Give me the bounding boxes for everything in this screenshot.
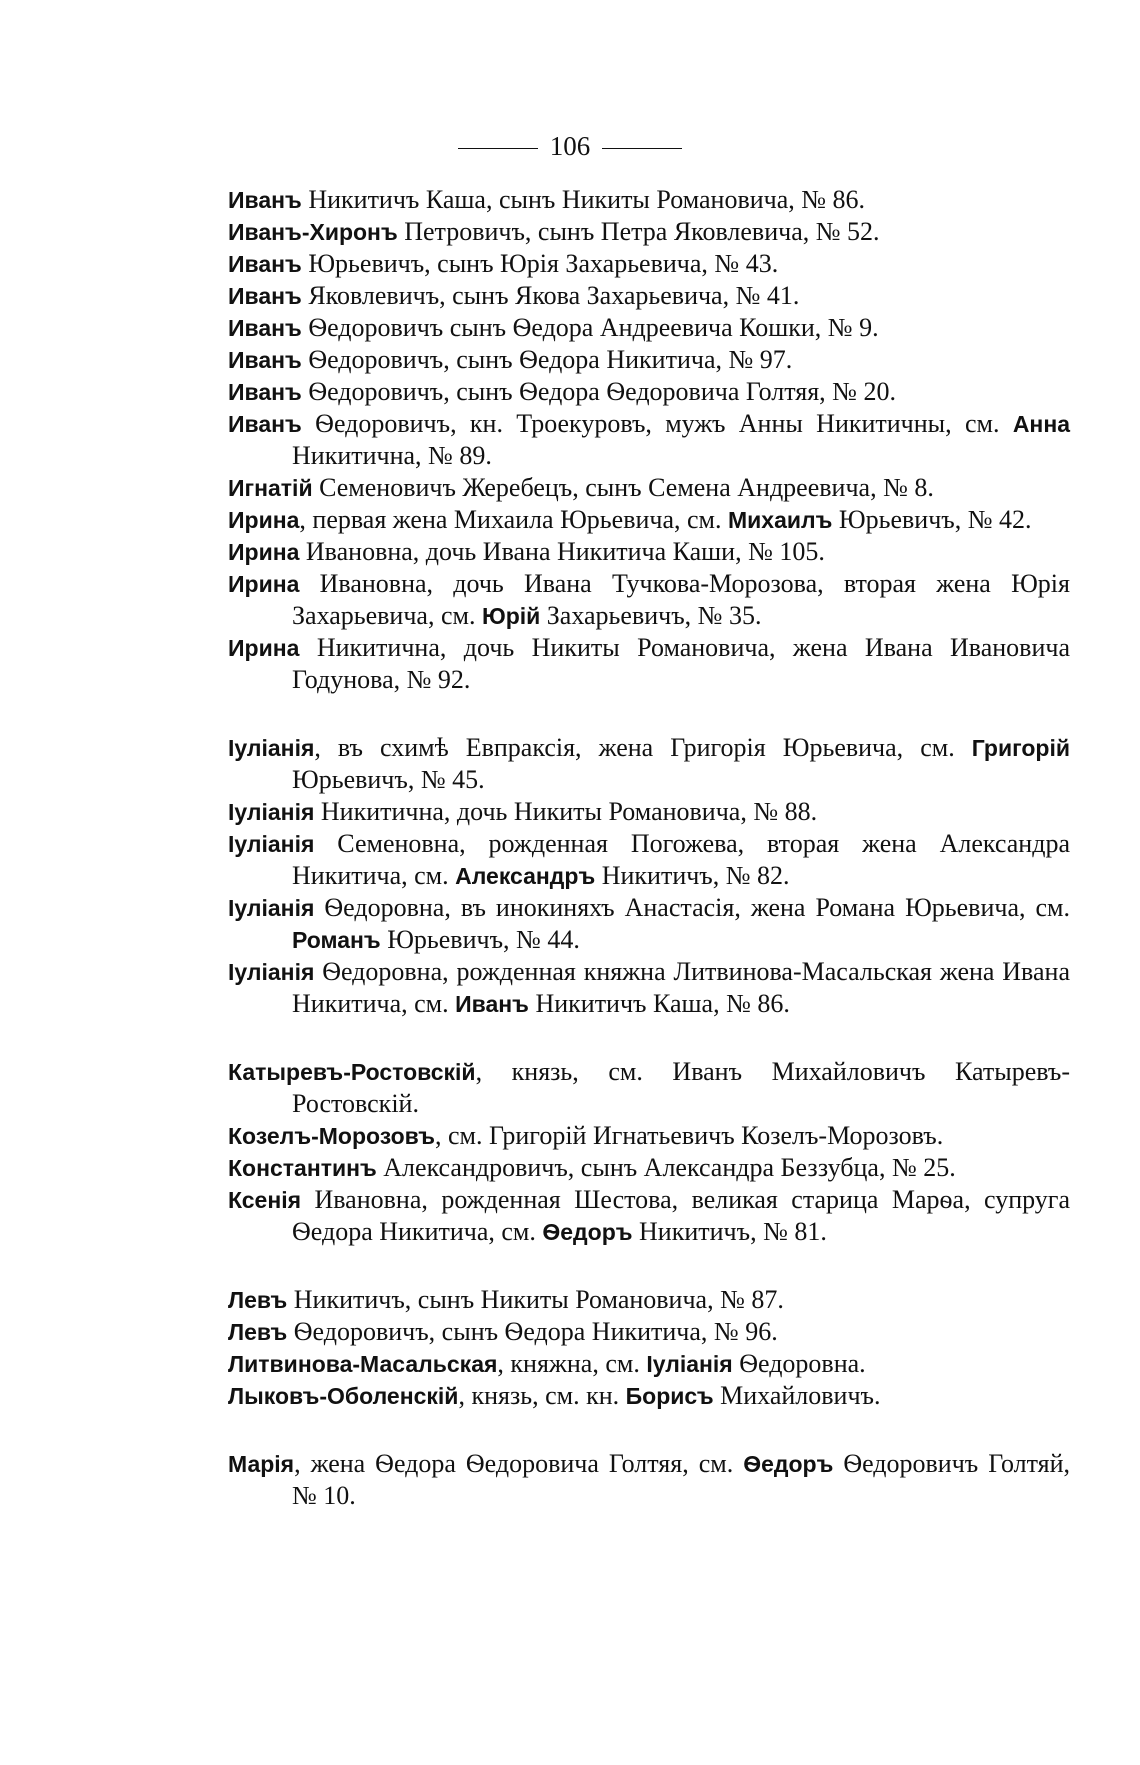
index-entry xyxy=(228,892,1070,956)
index-entry xyxy=(228,408,1070,472)
entry-headword: Ирина xyxy=(228,539,300,565)
index-entry xyxy=(228,568,1070,632)
entry-text-tail: Никитичъ, № 82. xyxy=(595,861,790,890)
entry-headword: Левъ xyxy=(228,1319,288,1345)
index-section xyxy=(228,1284,1070,1412)
index-section xyxy=(228,1448,1070,1512)
entry-cross-reference: Романъ xyxy=(292,927,381,953)
index-entry xyxy=(228,1448,1070,1512)
entry-text: , князь, см. Иванъ Михайловичъ Катыревъ-Ростовскій. xyxy=(292,1057,1070,1118)
entry-headword: Іуліанія xyxy=(228,831,315,857)
entry-headword: Ксенія xyxy=(228,1187,302,1213)
entry-text: Никитична, дочь Никиты Романовича, № 88. xyxy=(314,797,818,826)
entry-text: , см. Григорій Игнатьевичъ Козелъ-Морозовъ. xyxy=(435,1121,944,1150)
entry-headword: Иванъ xyxy=(228,347,302,373)
index-entry xyxy=(228,344,1070,376)
entry-cross-reference: Анна xyxy=(1012,411,1070,437)
entry-text: Ѳедоровичъ, сынъ Ѳедора Никитича, № 96. xyxy=(287,1317,778,1346)
entry-cross-reference: Александръ xyxy=(455,863,596,889)
entry-headword: Иванъ xyxy=(228,379,302,405)
index-entry xyxy=(228,796,1070,828)
entry-text-tail: Никитичъ, № 81. xyxy=(632,1217,827,1246)
index-section xyxy=(228,184,1070,696)
entry-text-tail: Захарьевичъ, № 35. xyxy=(540,601,762,630)
entry-text-tail: Ѳедоровна. xyxy=(732,1349,866,1378)
index-entry xyxy=(228,1056,1070,1120)
entry-headword: Козелъ-Морозовъ xyxy=(228,1123,435,1149)
entry-text: Александровичъ, сынъ Александра Беззубца, № 25. xyxy=(376,1153,956,1182)
entry-text: Ѳедоровичъ, сынъ Ѳедора Ѳедоровича Голтяя, № 20. xyxy=(301,377,896,406)
entry-text: Ивановна, рожденная Шестова, великая старица Марѳа, супруга Ѳедора Никитича, см. xyxy=(292,1185,1070,1246)
entry-headword: Игнатій xyxy=(228,475,313,501)
entry-text: Семеновичъ Жеребецъ, сынъ Семена Андреевича, № 8. xyxy=(312,473,934,502)
entry-text: Ѳедоровна, въ инокиняхъ Анастасія, жена Романа Юрьевича, см. xyxy=(314,893,1070,922)
index-entry xyxy=(228,632,1070,696)
entry-headword: Іуліанія xyxy=(228,895,315,921)
entry-text-tail: Юрьевичъ, № 44. xyxy=(380,925,580,954)
index-entry xyxy=(228,216,1070,248)
entry-cross-reference: Ѳедоръ xyxy=(542,1219,633,1245)
index-entry xyxy=(228,1316,1070,1348)
entry-headword: Иванъ-Хиронъ xyxy=(228,219,398,245)
entry-headword: Литвинова-Масальская xyxy=(228,1351,498,1377)
entry-text: , первая жена Михаила Юрьевича, см. xyxy=(299,505,728,534)
entry-headword: Иванъ xyxy=(228,411,302,437)
entry-headword: Иванъ xyxy=(228,315,302,341)
index-entry xyxy=(228,1152,1070,1184)
entry-cross-reference: Михаилъ xyxy=(728,507,833,533)
entry-text-tail: Никитичъ Каша, № 86. xyxy=(528,989,790,1018)
index-section xyxy=(228,732,1070,1020)
index-entry xyxy=(228,504,1070,536)
index-entry xyxy=(228,1284,1070,1316)
entry-text: , въ схимѣ Евпраксія, жена Григорія Юрьевича, см. xyxy=(314,733,972,762)
page-header xyxy=(0,131,1140,161)
entry-text-tail: Никитична, № 89. xyxy=(292,441,492,470)
entry-headword: Катыревъ-Ростовскій xyxy=(228,1059,476,1085)
index-entry xyxy=(228,956,1070,1020)
entry-text: Ѳедоровичъ, сынъ Ѳедора Никитича, № 97. xyxy=(301,345,793,374)
entry-text: Ивановна, дочь Ивана Тучкова-Морозова, вторая жена Юрія Захарьевича, см. xyxy=(292,569,1070,630)
entry-headword: Марія xyxy=(228,1451,295,1477)
entry-cross-reference: Юрій xyxy=(481,603,541,629)
index-section xyxy=(228,1056,1070,1248)
index-entry xyxy=(228,732,1070,796)
entry-headword: Константинъ xyxy=(228,1155,377,1181)
section-gap xyxy=(228,1020,1070,1056)
entry-text: Яковлевичъ, сынъ Якова Захарьевича, № 41. xyxy=(301,281,800,310)
entry-text: Юрьевичъ, сынъ Юрія Захарьевича, № 43. xyxy=(301,249,779,278)
entry-text: Никитична, дочь Никиты Романовича, жена Ивана Ивановича Годунова, № 92. xyxy=(292,633,1070,694)
entry-cross-reference: Григорій xyxy=(971,735,1070,761)
page-number: 106 xyxy=(549,131,591,161)
entry-text-tail: Ѳедоровичъ Голтяй, № 10. xyxy=(292,1449,1070,1510)
entry-headword: Ирина xyxy=(228,635,300,661)
name-index xyxy=(228,184,1070,1512)
header-rule-right xyxy=(602,148,682,149)
entry-text: Ѳедоровна, рожденная княжна Литвинова-Масальская жена Ивана Никитича, см. xyxy=(292,957,1070,1018)
entry-text-tail: Юрьевичъ, № 42. xyxy=(832,505,1032,534)
index-entry xyxy=(228,1184,1070,1248)
index-entry xyxy=(228,828,1070,892)
entry-cross-reference: Іуліанія xyxy=(646,1351,733,1377)
section-gap xyxy=(228,1412,1070,1448)
entry-text: , жена Ѳедора Ѳедоровича Голтяя, см. xyxy=(294,1449,744,1478)
entry-text: Никитичъ, сынъ Никиты Романовича, № 87. xyxy=(287,1285,784,1314)
section-gap xyxy=(228,1248,1070,1284)
entry-headword: Иванъ xyxy=(228,251,302,277)
index-entry xyxy=(228,184,1070,216)
index-entry xyxy=(228,1120,1070,1152)
entry-headword: Іуліанія xyxy=(228,735,315,761)
entry-text: , княжна, см. xyxy=(497,1349,647,1378)
entry-text: Ѳедоровичъ, кн. Троекуровъ, мужъ Анны Никитичны, см. xyxy=(301,409,1013,438)
entry-text: Семеновна, рожденная Погожева, вторая жена Александра Никитича, см. xyxy=(292,829,1070,890)
entry-text: Петровичъ, сынъ Петра Яковлевича, № 52. xyxy=(397,217,880,246)
section-gap xyxy=(228,696,1070,732)
header-rule-left xyxy=(458,148,538,149)
index-entry xyxy=(228,472,1070,504)
entry-headword: Ирина xyxy=(228,571,300,597)
entry-headword: Іуліанія xyxy=(228,959,315,985)
entry-headword: Ирина xyxy=(228,507,300,533)
entry-text-tail: Юрьевичъ, № 45. xyxy=(292,765,485,794)
entry-text: Ѳедоровичъ сынъ Ѳедора Андреевича Кошки, № 9. xyxy=(301,313,879,342)
index-entry xyxy=(228,312,1070,344)
entry-text: , князь, см. кн. xyxy=(458,1381,626,1410)
entry-text-tail: Михайловичъ. xyxy=(713,1381,881,1410)
index-entry xyxy=(228,280,1070,312)
index-entry xyxy=(228,1348,1070,1380)
entry-cross-reference: Ѳедоръ xyxy=(743,1451,834,1477)
index-entry xyxy=(228,376,1070,408)
index-entry xyxy=(228,536,1070,568)
entry-cross-reference: Иванъ xyxy=(455,991,529,1017)
entry-text: Никитичъ Каша, сынъ Никиты Романовича, № 86. xyxy=(301,185,866,214)
index-entry xyxy=(228,1380,1070,1412)
entry-headword: Левъ xyxy=(228,1287,288,1313)
index-entry xyxy=(228,248,1070,280)
entry-headword: Іуліанія xyxy=(228,799,315,825)
entry-text: Ивановна, дочь Ивана Никитича Каши, № 105. xyxy=(299,537,825,566)
entry-headword: Лыковъ-Оболенскій xyxy=(228,1383,459,1409)
entry-cross-reference: Борисъ xyxy=(625,1383,714,1409)
entry-headword: Иванъ xyxy=(228,283,302,309)
entry-headword: Иванъ xyxy=(228,187,302,213)
